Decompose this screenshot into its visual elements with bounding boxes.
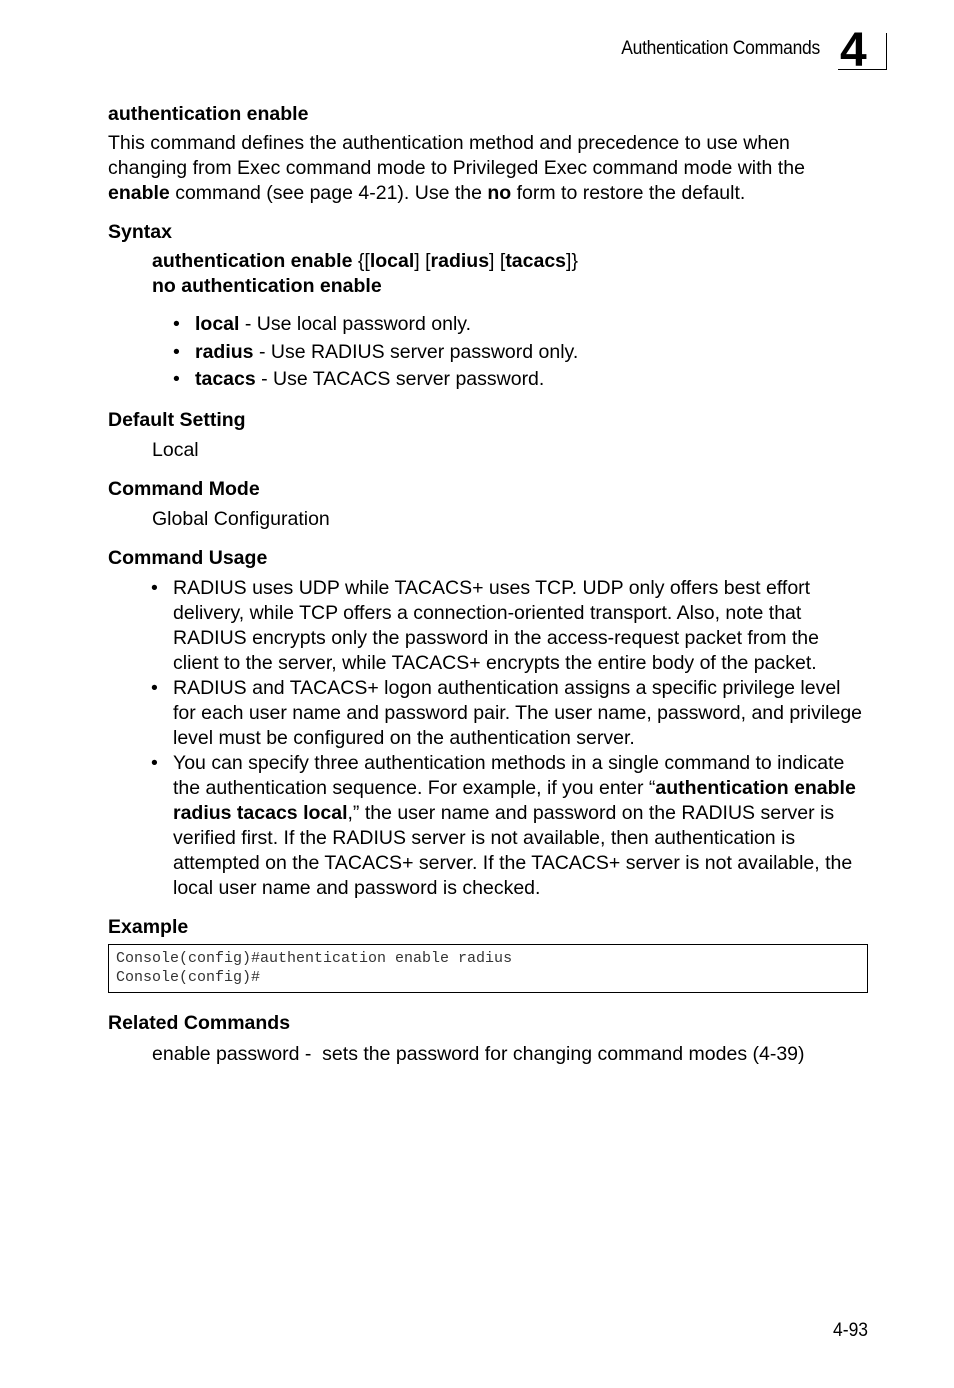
list-item <box>151 751 868 901</box>
param-name: radius <box>195 340 254 363</box>
description-text: This command defines the authentication method and precedence to use when changing from Exec command mode to Privileged Exec command mode with the <box>108 132 805 179</box>
usage-list <box>108 576 868 901</box>
default-setting-value: Local <box>152 438 199 461</box>
description-bold-enable: enable <box>108 182 170 204</box>
code-line: Console(config)#authentication enable radius <box>116 949 513 967</box>
syntax-line-1 <box>152 249 868 274</box>
syntax-punct: {[ <box>352 250 370 272</box>
list-item <box>173 311 868 339</box>
list-item <box>173 339 868 367</box>
related-command-item: enable password - sets the password for changing command modes (4-39) <box>152 1042 805 1065</box>
description-bold-no: no <box>487 182 512 204</box>
syntax-line-2 <box>152 274 868 299</box>
param-desc: - Use RADIUS server password only. <box>253 340 579 363</box>
param-desc: - Use TACACS server password. <box>255 368 545 390</box>
usage-bold-command: authentication enable radius tacacs local <box>173 776 856 824</box>
syntax-option-radius: radius <box>430 250 490 272</box>
example-heading: Example <box>108 915 189 938</box>
page-content <box>108 102 868 1067</box>
list-item <box>173 366 868 394</box>
syntax-command: authentication enable <box>152 250 353 272</box>
page-number: 4-93 <box>833 1320 868 1341</box>
syntax-punct: ] [ <box>414 250 431 272</box>
param-desc: - Use local password only. <box>239 313 471 335</box>
syntax-no-command: no authentication enable <box>152 275 382 297</box>
param-name: local <box>195 313 240 335</box>
list-item: • RADIUS and TACACS+ logon authentication assigns a specific privilege level for each user name and password pair. The user name, password, and privilege level must be configured on the authentication server. <box>151 676 868 751</box>
list-item: • RADIUS uses UDP while TACACS+ uses TCP. UDP only offers best effort delivery, while TCP offers a connection-oriented transport. Also, note that RADIUS encrypts only the password in the access-request packet from the client to the server, while TACACS+ encrypts the entire body of the packet. <box>151 576 868 676</box>
command-mode-heading: Command Mode <box>108 477 260 500</box>
chapter-number: 4 <box>840 24 867 77</box>
running-header-title: Authentication Commands <box>621 38 820 59</box>
parameter-list <box>108 311 868 394</box>
syntax-heading: Syntax <box>108 221 172 243</box>
usage-text: You can specify three authentication methods in a single command to indicate the authentication sequence. For example, if you enter “ <box>173 751 845 799</box>
description-text: form to restore the default. <box>511 182 746 204</box>
syntax-option-local: local <box>369 250 415 272</box>
command-mode-value: Global Configuration <box>152 507 330 530</box>
param-name: tacacs <box>195 368 256 390</box>
syntax-punct: ] [ <box>489 250 506 272</box>
syntax-punct: ]} <box>566 250 578 272</box>
command-description <box>108 131 868 206</box>
usage-text: ,” the user name and password on the RADIUS server is verified first. If the RADIUS server is not available, then authentication is attempted on the TACACS+ server. If the TACACS+ server is not available, the local user name and password is checked. <box>173 801 853 899</box>
code-line: Console(config)# <box>116 968 261 986</box>
description-text: command (see page 4-21). Use the <box>169 182 488 204</box>
chapter-tab <box>838 24 887 77</box>
command-usage-heading: Command Usage <box>108 546 268 569</box>
syntax-option-tacacs: tacacs <box>505 250 567 272</box>
command-title: authentication enable <box>108 103 309 125</box>
syntax-block <box>152 249 868 299</box>
related-commands-heading: Related Commands <box>108 1011 291 1034</box>
default-setting-heading: Default Setting <box>108 408 246 431</box>
code-example <box>108 944 868 993</box>
